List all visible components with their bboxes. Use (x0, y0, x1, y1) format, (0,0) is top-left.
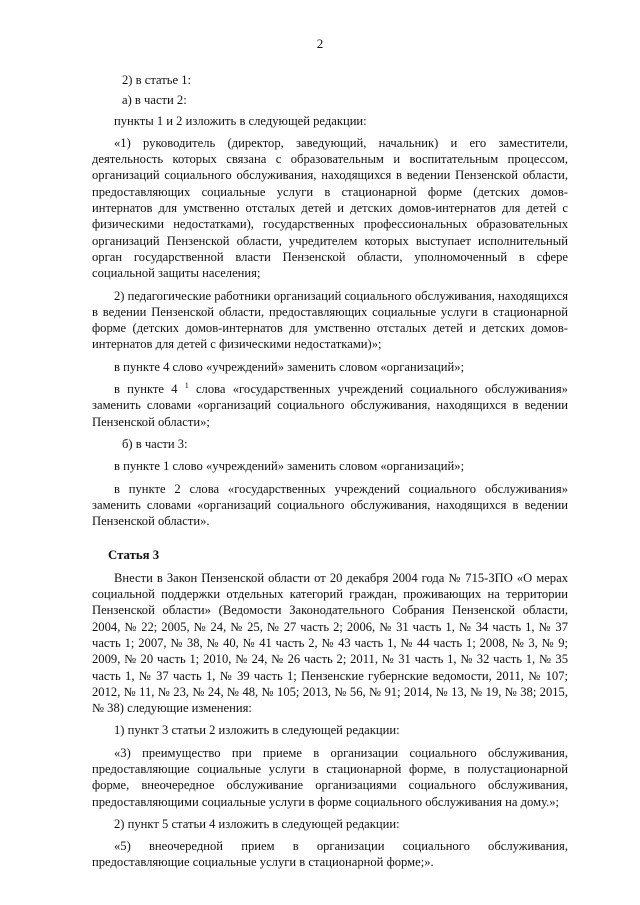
paragraph: «3) преимущество при приеме в организации социального обслуживания, предоставляющие социальные услуги в стационарной форме, в полустационарной форме, внеочередное обслуживание организациями социального обслуживания, предоставляющими социальные услуги в форме социального обслуживания на дому.»; (92, 745, 568, 809)
paragraph: б) в части 3: (122, 436, 188, 451)
page-number: 2 (316, 36, 324, 51)
text-before: в пункте 4 (114, 382, 178, 397)
superscript: 1 (184, 380, 189, 390)
paragraph: а) в части 2: (122, 93, 187, 108)
paragraph: пункты 1 и 2 изложить в следующей редакции: (114, 113, 367, 128)
document-body (92, 72, 568, 871)
paragraph: 2) педагогические работники организаций социального обслуживания, находящихся в ведении Пензенской области, предоставляющих социальные услуги в стационарной форме (детских домов-интернатов для умственно отсталых детей и детских домов-интернатов для детей с физическими недостатками)»; (92, 288, 569, 352)
paragraph: 2) в статье 1: (122, 73, 192, 87)
paragraph: «5) внеочередной прием в организации социального обслуживания, предоставляющие социальные услуги в стационарной форме;». (92, 839, 568, 870)
paragraph: Внести в Закон Пензенской области от 20 декабря 2004 года № 715-ЗПО «О мерах социальной поддержки отдельных категорий граждан, проживающих на территории Пензенской области» (Ведомости Законодательного Собрания Пензенской области, 2004, № 22; 2005, № 24, № 25, № 27 часть 2; 2006, № 31 часть 1, № 34 часть 1, № 37 часть 1; 2007, № 38, № 40, № 41 часть 2, № 43 часть 1, № 44 часть 1; 2008, № 3, № 9; 2009, № 20 часть 1; 2010, № 24, № 26 часть 2; 2011, № 31 часть 1, № 32 часть 1, № 35 часть 1, № 37 часть 1, № 39 часть 1; Пензенские губернские ведомости, 2011, № 107; 2012, № 11, № 23, № 24, № 48, № 105; 2013, № 56, № 91; 2014, № 13, № 19, № 38; 2015, № 38) следующие изменения: (92, 570, 568, 716)
paragraph: в пункте 4 слово «учреждений» заменить словом «организаций»; (114, 359, 465, 374)
paragraph: 1) пункт 3 статьи 2 изложить в следующей редакции: (114, 723, 400, 738)
paragraph: «1) руководитель (директор, заведующий, начальник) и его заместители, деятельность которых связана с образовательным и воспитательным процессом, организаций социального обслуживания, находящихся в ведении Пензенской области, предоставляющих социальные услуги в стационарной форме (детских домов-интернатов для умственно отсталых детей и детских домов-интернатов для детей с физическими недостатками), государственных профессиональных образовательных организаций Пензенской области, учредителем которых выступает исполнительный орган государственной власти Пензенской области, уполномоченный в сфере социальной защиты населения; (92, 135, 568, 281)
paragraph-point-4-1 (92, 381, 568, 430)
article-heading: Статья 3 (108, 548, 160, 563)
paragraph: в пункте 2 слова «государственных учреждений социального обслуживания» заменить словами «организаций социального обслуживания, находящихся в ведении Пензенской области». (92, 481, 568, 529)
text-after: слова «государственных учреждений социального обслуживания» заменить словами «организаций социального обслуживания, находящихся в ведении Пензенской области»; (92, 382, 568, 429)
paragraph: в пункте 1 слово «учреждений» заменить словом «организаций»; (114, 459, 465, 474)
paragraph: 2) пункт 5 статьи 4 изложить в следующей редакции: (114, 816, 400, 831)
